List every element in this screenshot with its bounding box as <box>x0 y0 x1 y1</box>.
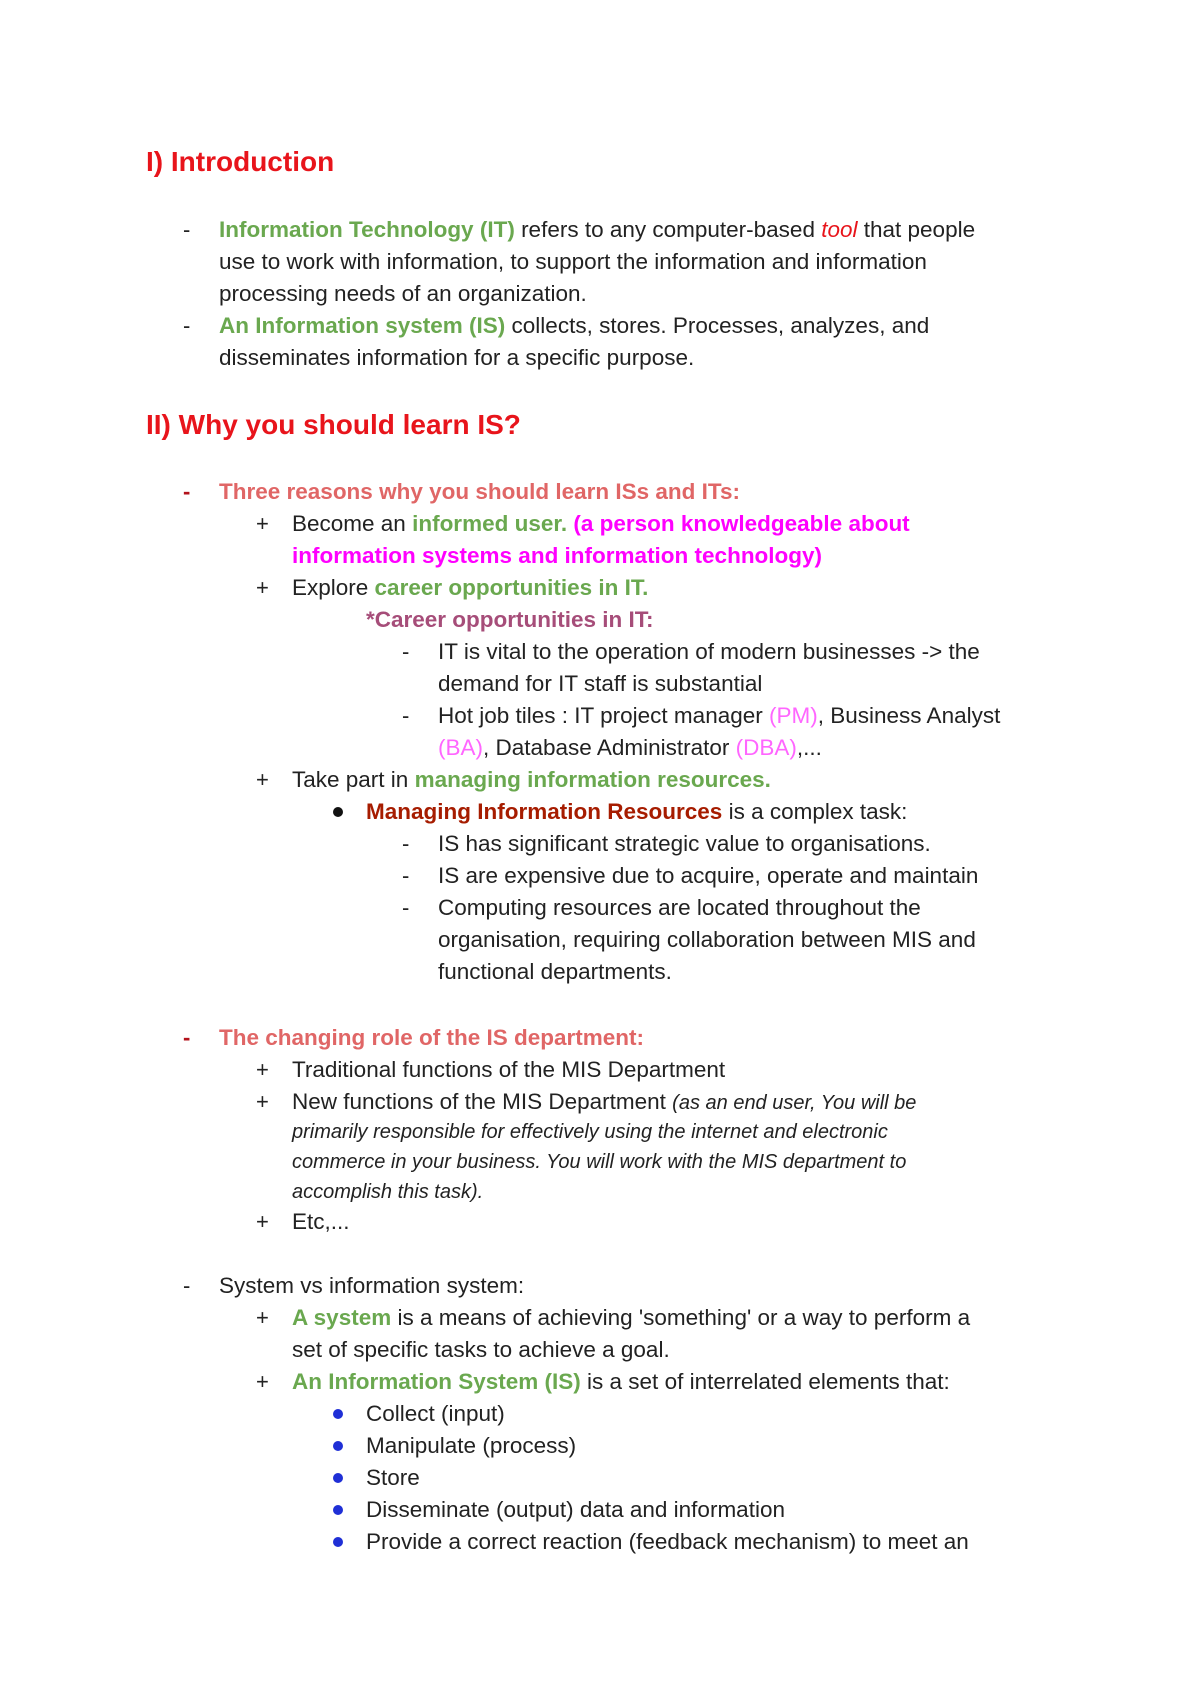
career-item1-line1: IT is vital to the operation of modern businesses -> the <box>438 639 980 664</box>
plus-marker: + <box>256 1089 269 1114</box>
term-managing: managing information resources. <box>414 767 771 792</box>
bullet-dot <box>333 1441 343 1451</box>
career-item1-line2: demand for IT staff is substantial <box>438 671 763 696</box>
intro-item-it-line3: processing needs of an organization. <box>219 281 587 306</box>
bullet-dot <box>333 1505 343 1515</box>
term-a-system: A system <box>292 1305 392 1330</box>
intro-item-is-line2: disseminates information for a specific purpose. <box>219 345 695 370</box>
term-information-system: An Information System (IS) <box>292 1369 581 1394</box>
intro-item-it-line2: use to work with information, to support the information and information <box>219 249 927 274</box>
changing-item1: Traditional functions of the MIS Department <box>292 1057 726 1082</box>
plus-marker: + <box>256 511 269 536</box>
changing-item2-line1: New functions of the MIS Department (as an end user, You will be <box>292 1089 917 1114</box>
dash-marker: - <box>183 313 191 338</box>
dash-marker: - <box>183 1025 191 1050</box>
plus-marker: + <box>256 767 269 792</box>
list-item: Disseminate (output) data and information <box>366 1497 785 1522</box>
dash-marker: - <box>183 479 191 504</box>
changing-title: The changing role of the IS department: <box>219 1025 645 1050</box>
dash-marker: - <box>183 1273 191 1298</box>
dash-marker: - <box>183 217 191 242</box>
dash-marker: - <box>402 863 410 888</box>
plus-marker: + <box>256 1209 269 1234</box>
term-informed-user: informed user. <box>412 511 568 536</box>
reason-informed-user-line2: information systems and information technology) <box>292 543 823 568</box>
term-career: career opportunities in IT. <box>374 575 649 600</box>
intro-item-is-line1: An Information system (IS) collects, stores. Processes, analyzes, and <box>219 313 930 338</box>
list-item: Manipulate (process) <box>366 1433 577 1458</box>
system-a-line1: A system is a means of achieving 'something' or a way to perform a <box>292 1305 971 1330</box>
reason-managing: Take part in managing information resources. <box>292 767 771 792</box>
dash-marker: - <box>402 639 410 664</box>
managing-item3-line2: organisation, requiring collaboration between MIS and <box>438 927 976 952</box>
list-item: Provide a correct reaction (feedback mechanism) to meet an <box>366 1529 969 1554</box>
career-subtitle: *Career opportunities in IT: <box>366 607 654 632</box>
plus-marker: + <box>256 1305 269 1330</box>
heading-introduction: I) Introduction <box>146 146 335 177</box>
system-title: System vs information system: <box>219 1273 525 1298</box>
dash-marker: - <box>402 831 410 856</box>
changing-item3: Etc,... <box>292 1209 350 1234</box>
managing-item3-line1: Computing resources are located throughout the <box>438 895 921 920</box>
list-item: Collect (input) <box>366 1401 505 1426</box>
changing-item2-line3: commerce in your business. You will work with the MIS department to <box>292 1151 907 1173</box>
term-it: Information Technology (IT) <box>219 217 515 242</box>
managing-item1: IS has significant strategic value to organisations. <box>438 831 931 856</box>
reason-career: Explore career opportunities in IT. <box>292 575 649 600</box>
system-a-line2: set of specific tasks to achieve a goal. <box>292 1337 670 1362</box>
managing-bullet: Managing Information Resources is a complex task: <box>366 799 908 824</box>
bullet-dot <box>333 1473 343 1483</box>
reason-informed-user-line1: Become an informed user. (a person knowledgeable about <box>292 511 910 536</box>
changing-item2-line2: primarily responsible for effectively using the internet and electronic <box>292 1121 888 1143</box>
emph-tool: tool <box>821 217 858 242</box>
bullet-dot <box>333 1409 343 1419</box>
intro-item-it-line1: Information Technology (IT) refers to any computer-based tool that people <box>219 217 976 242</box>
plus-marker: + <box>256 575 269 600</box>
plus-marker: + <box>256 1369 269 1394</box>
list-item: Store <box>366 1465 420 1490</box>
bullet-dot <box>333 1537 343 1547</box>
managing-item3-line3: functional departments. <box>438 959 672 984</box>
changing-item2-line4: accomplish this task). <box>292 1181 484 1203</box>
plus-marker: + <box>256 1057 269 1082</box>
career-item2-line1: Hot job tiles : IT project manager (PM), Business Analyst <box>438 703 1001 728</box>
managing-item2: IS are expensive due to acquire, operate and maintain <box>438 863 979 888</box>
career-item2-line2: (BA), Database Administrator (DBA),... <box>438 735 822 760</box>
dash-marker: - <box>402 703 410 728</box>
term-is: An Information system (IS) <box>219 313 506 338</box>
dash-marker: - <box>402 895 410 920</box>
reasons-title: Three reasons why you should learn ISs and ITs: <box>219 479 740 504</box>
bullet-dot <box>333 807 343 817</box>
heading-why-learn-is: II) Why you should learn IS? <box>146 409 521 440</box>
system-b-line: An Information System (IS) is a set of interrelated elements that: <box>292 1369 950 1394</box>
